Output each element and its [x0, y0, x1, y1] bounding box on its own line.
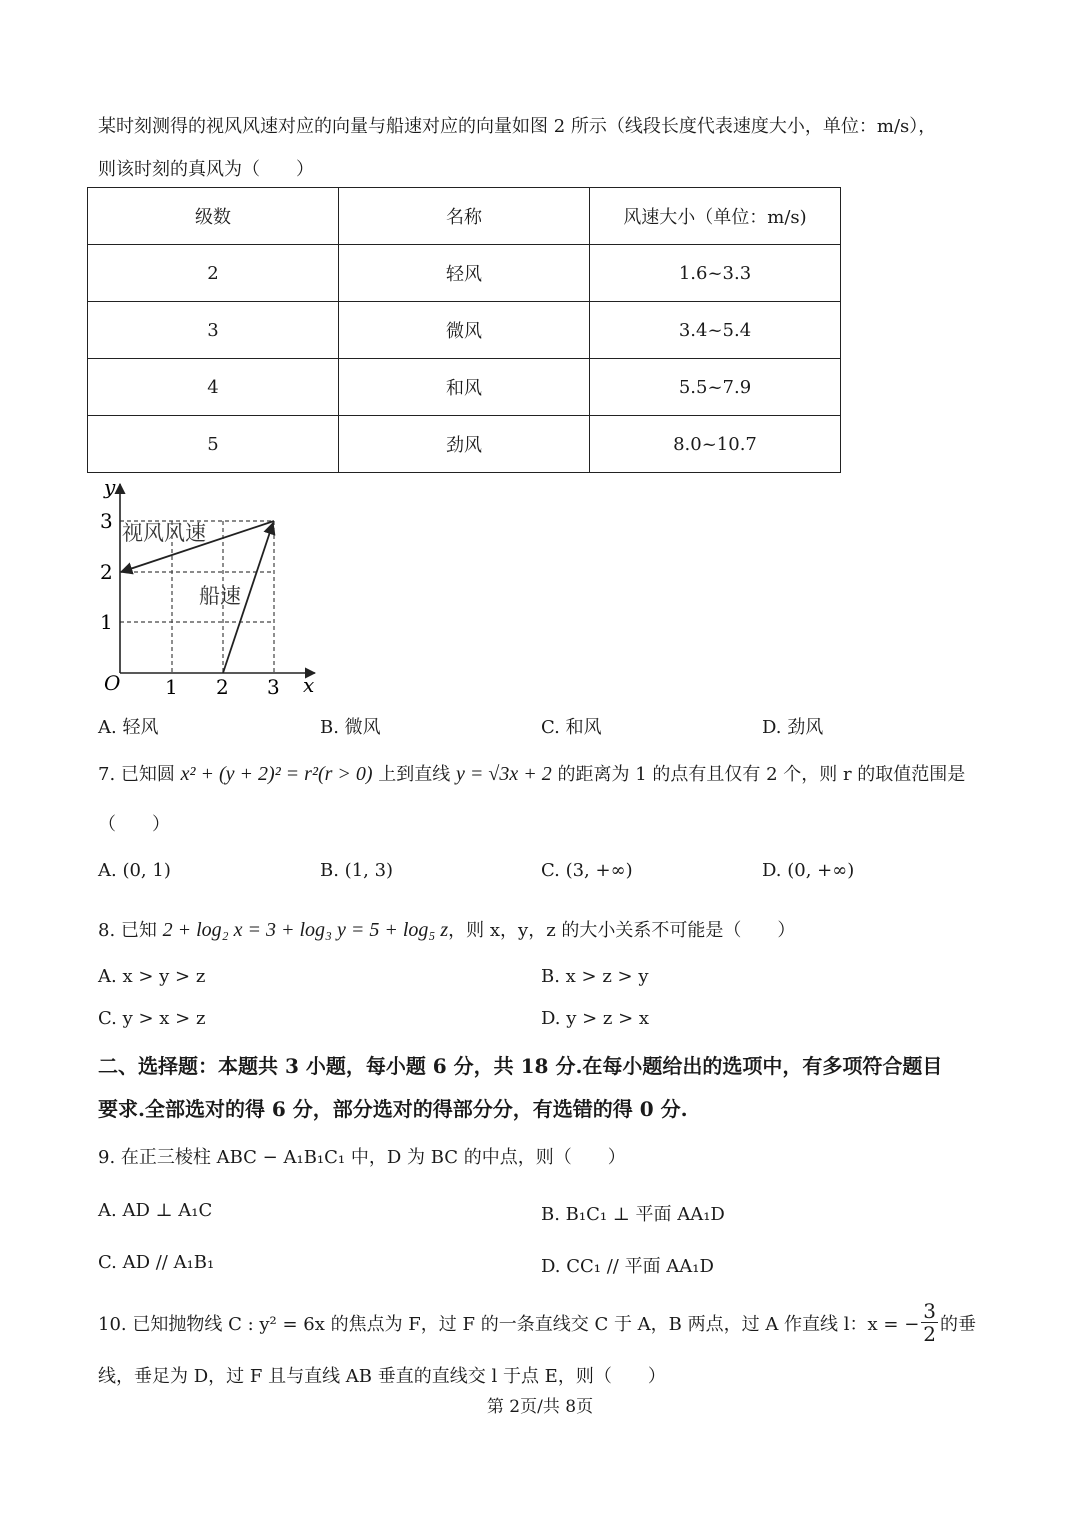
- table-cell: 3.4~5.4: [590, 302, 841, 359]
- q8-prefix: 8. 已知: [98, 920, 163, 941]
- table-row: [88, 245, 841, 302]
- origin-label: O: [104, 671, 121, 695]
- x-tick-label: 2: [216, 675, 229, 699]
- intro-line-2: 则该时刻的真风为（ ）: [98, 159, 314, 180]
- table-cell: 5.5~7.9: [590, 359, 841, 416]
- q7-mid: 上到直线: [372, 764, 457, 785]
- q7-stem: [98, 760, 965, 786]
- q6-option-a: A. 轻风: [98, 717, 159, 738]
- q10-fraction: [921, 1300, 938, 1345]
- page-footer: 第 2页/共 8页: [486, 1397, 594, 1417]
- q9-option-c: C. AD // A₁B₁: [98, 1252, 215, 1273]
- q10-line1-suffix: 的垂: [940, 1313, 977, 1335]
- table-header-cell: 名称: [339, 188, 590, 245]
- x-axis-label: x: [303, 673, 315, 697]
- wind-scale-table: [87, 187, 841, 473]
- table-cell: 1.6~3.3: [590, 245, 841, 302]
- q10-line-2: 线，垂足为 D，过 F 且与直线 AB 垂直的直线交 l 于点 E，则（ ）: [98, 1366, 666, 1387]
- q9-stem: 9. 在正三棱柱 ABC − A₁B₁C₁ 中，D 为 BC 的中点，则（ ）: [98, 1147, 626, 1168]
- intro-line-1: 某时刻测得的视风风速对应的向量与船速对应的向量如图 2 所示（线段长度代表速度大小，单位：m/s），: [98, 116, 937, 137]
- q8-option-a: A. x > y > z: [98, 966, 206, 987]
- x-tick-label: 3: [267, 675, 280, 699]
- q6-option-b: B. 微风: [320, 717, 381, 738]
- q8-stem: [98, 916, 795, 942]
- x-tick-label: 1: [165, 675, 178, 699]
- table-cell: 和风: [339, 359, 590, 416]
- table-cell: 8.0~10.7: [590, 416, 841, 473]
- q9-option-d: D. CC₁ // 平面 AA₁D: [541, 1256, 714, 1277]
- q6-option-d: D. 劲风: [762, 717, 824, 738]
- q7-option-b: B. (1, 3): [320, 860, 394, 881]
- apparent-wind-label: 视风风速: [122, 521, 206, 545]
- q8-expression: 2 + log₂ x = 3 + log₃ y = 5 + log₅ z: [162, 919, 449, 941]
- y-tick-label: 2: [100, 560, 113, 584]
- q7-suffix: 的距离为 1 的点有且仅有 2 个，则 r 的取值范围是: [551, 764, 966, 785]
- q8-option-d: D. y > z > x: [541, 1008, 650, 1029]
- table-header-cell: 级数: [88, 188, 339, 245]
- q9-option-b: B. B₁C₁ ⊥ 平面 AA₁D: [541, 1204, 725, 1225]
- q8-option-c: C. y > x > z: [98, 1008, 206, 1029]
- y-axis-label: y: [104, 476, 116, 499]
- section2-line-2: 要求.全部选对的得 6 分，部分选对的得部分分，有选错的得 0 分.: [98, 1097, 688, 1121]
- table-cell: 2: [88, 245, 339, 302]
- q10-line1-prefix: 10. 已知抛物线 C : y² = 6x 的焦点为 F，过 F 的一条直线交 C 于 A，B 两点，过 A 作直线 l：x = −: [98, 1313, 920, 1335]
- table-cell: 劲风: [339, 416, 590, 473]
- table-cell: 轻风: [339, 245, 590, 302]
- q7-prefix: 7. 已知圆: [98, 764, 181, 785]
- q7-option-c: C. (3, +∞): [541, 860, 633, 881]
- q7-option-d: D. (0, +∞): [762, 860, 855, 881]
- ship-speed-label: 船速: [199, 584, 241, 608]
- q10-fraction-numerator: 3: [923, 1299, 937, 1323]
- q7-circle-equation: x² + (y + 2)² = r²(r > 0): [180, 763, 373, 785]
- table-header-cell: 风速大小（单位：m/s): [590, 188, 841, 245]
- q6-option-c: C. 和风: [541, 717, 602, 738]
- q7-paren: （ ）: [98, 814, 170, 835]
- q8-option-b: B. x > z > y: [541, 966, 649, 987]
- q7-line-equation: y = √3x + 2: [456, 763, 552, 785]
- q10-fraction-denominator: 2: [923, 1322, 937, 1346]
- table-cell: 4: [88, 359, 339, 416]
- q10-line-1: [98, 1300, 976, 1345]
- table-row: [88, 302, 841, 359]
- vector-figure: [90, 476, 330, 704]
- q8-suffix: ，则 x，y，z 的大小关系不可能是（ ）: [448, 920, 796, 941]
- section2-line-1: 二、选择题：本题共 3 小题，每小题 6 分，共 18 分.在每小题给出的选项中，有多项符合题目: [98, 1054, 943, 1078]
- y-tick-label: 1: [100, 610, 113, 634]
- q7-option-a: A. (0, 1): [98, 860, 171, 881]
- table-cell: 微风: [339, 302, 590, 359]
- table-header-row: [88, 188, 841, 245]
- q9-option-a: A. AD ⊥ A₁C: [98, 1200, 213, 1221]
- table-row: [88, 359, 841, 416]
- table-row: [88, 416, 841, 473]
- table-cell: 3: [88, 302, 339, 359]
- y-tick-label: 3: [100, 509, 113, 533]
- table-cell: 5: [88, 416, 339, 473]
